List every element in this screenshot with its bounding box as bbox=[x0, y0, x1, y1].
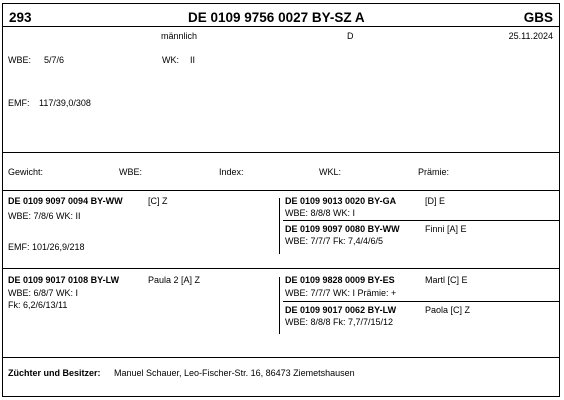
father-wbe: WBE: 7/8/6 WK: II bbox=[8, 211, 81, 221]
header-divider bbox=[3, 26, 559, 27]
mm-tag: Paola [C] Z bbox=[425, 305, 471, 315]
wk-label: WK: bbox=[162, 55, 179, 65]
card-number: 293 bbox=[9, 10, 32, 25]
emf-label: EMF: bbox=[8, 98, 30, 108]
ff-tag: [D] E bbox=[425, 196, 446, 206]
wkl-label: WKL: bbox=[319, 167, 342, 177]
fm-line: WBE: 7/7/7 Fk: 7,4/4/6/5 bbox=[285, 236, 384, 246]
sex-label: männlich bbox=[161, 31, 198, 41]
fm-tag: Finni [A] E bbox=[425, 224, 467, 234]
breeder-value: Manuel Schauer, Leo-Fischer-Str. 16, 86473 Ziemetshausen bbox=[114, 368, 355, 378]
mother-fk: Fk: 6,2/6/13/11 bbox=[8, 300, 68, 310]
mf-ring: DE 0109 9828 0009 BY-ES bbox=[285, 275, 395, 285]
pedigree-card bbox=[2, 3, 560, 397]
ff-ring: DE 0109 9013 0020 BY-GA bbox=[285, 196, 397, 206]
mf-divider bbox=[283, 301, 560, 302]
gewicht-label: Gewicht: bbox=[8, 167, 44, 177]
mother-bracket bbox=[279, 277, 280, 334]
father-mother-divider bbox=[3, 268, 559, 269]
mm-ring: DE 0109 9017 0062 BY-LW bbox=[285, 305, 397, 315]
mother-wbe: WBE: 6/8/7 WK: I bbox=[8, 288, 79, 298]
index-label: Index: bbox=[219, 167, 244, 177]
wbe-value: 5/7/6 bbox=[44, 55, 65, 65]
mf-line: WBE: 7/7/7 WK: I Prämie: + bbox=[285, 288, 397, 298]
father-tag: [C] Z bbox=[148, 196, 168, 206]
ff-line: WBE: 8/8/8 WK: I bbox=[285, 208, 356, 218]
praemie-label: Prämie: bbox=[418, 167, 450, 177]
ff-divider bbox=[283, 220, 560, 221]
fm-ring: DE 0109 9097 0080 BY-WW bbox=[285, 224, 400, 234]
date: 25.11.2024 bbox=[508, 31, 553, 41]
mf-tag: Martl [C] E bbox=[425, 275, 468, 285]
emf-value: 117/39,0/308 bbox=[39, 98, 91, 108]
club-code: GBS bbox=[523, 10, 553, 25]
bird-divider bbox=[3, 152, 559, 153]
mother-tag: Paula 2 [A] Z bbox=[148, 275, 201, 285]
wk-value: II bbox=[190, 55, 196, 65]
parents-divider bbox=[3, 357, 559, 358]
father-bracket bbox=[279, 198, 280, 254]
father-emf: EMF: 101/26,9/218 bbox=[8, 242, 85, 252]
fields-divider bbox=[3, 190, 559, 191]
mm-line: WBE: 8/8/8 Fk: 7,7/7/15/12 bbox=[285, 317, 394, 327]
wbe-label: WBE: bbox=[8, 55, 32, 65]
ring-number: DE 0109 9756 0027 BY-SZ A bbox=[188, 10, 365, 25]
judge-wbe-label: WBE: bbox=[119, 167, 143, 177]
class-letter: D bbox=[347, 31, 354, 41]
father-ring: DE 0109 9097 0094 BY-WW bbox=[8, 196, 123, 206]
mother-ring: DE 0109 9017 0108 BY-LW bbox=[8, 275, 120, 285]
breeder-label: Züchter und Besitzer: bbox=[8, 368, 101, 378]
